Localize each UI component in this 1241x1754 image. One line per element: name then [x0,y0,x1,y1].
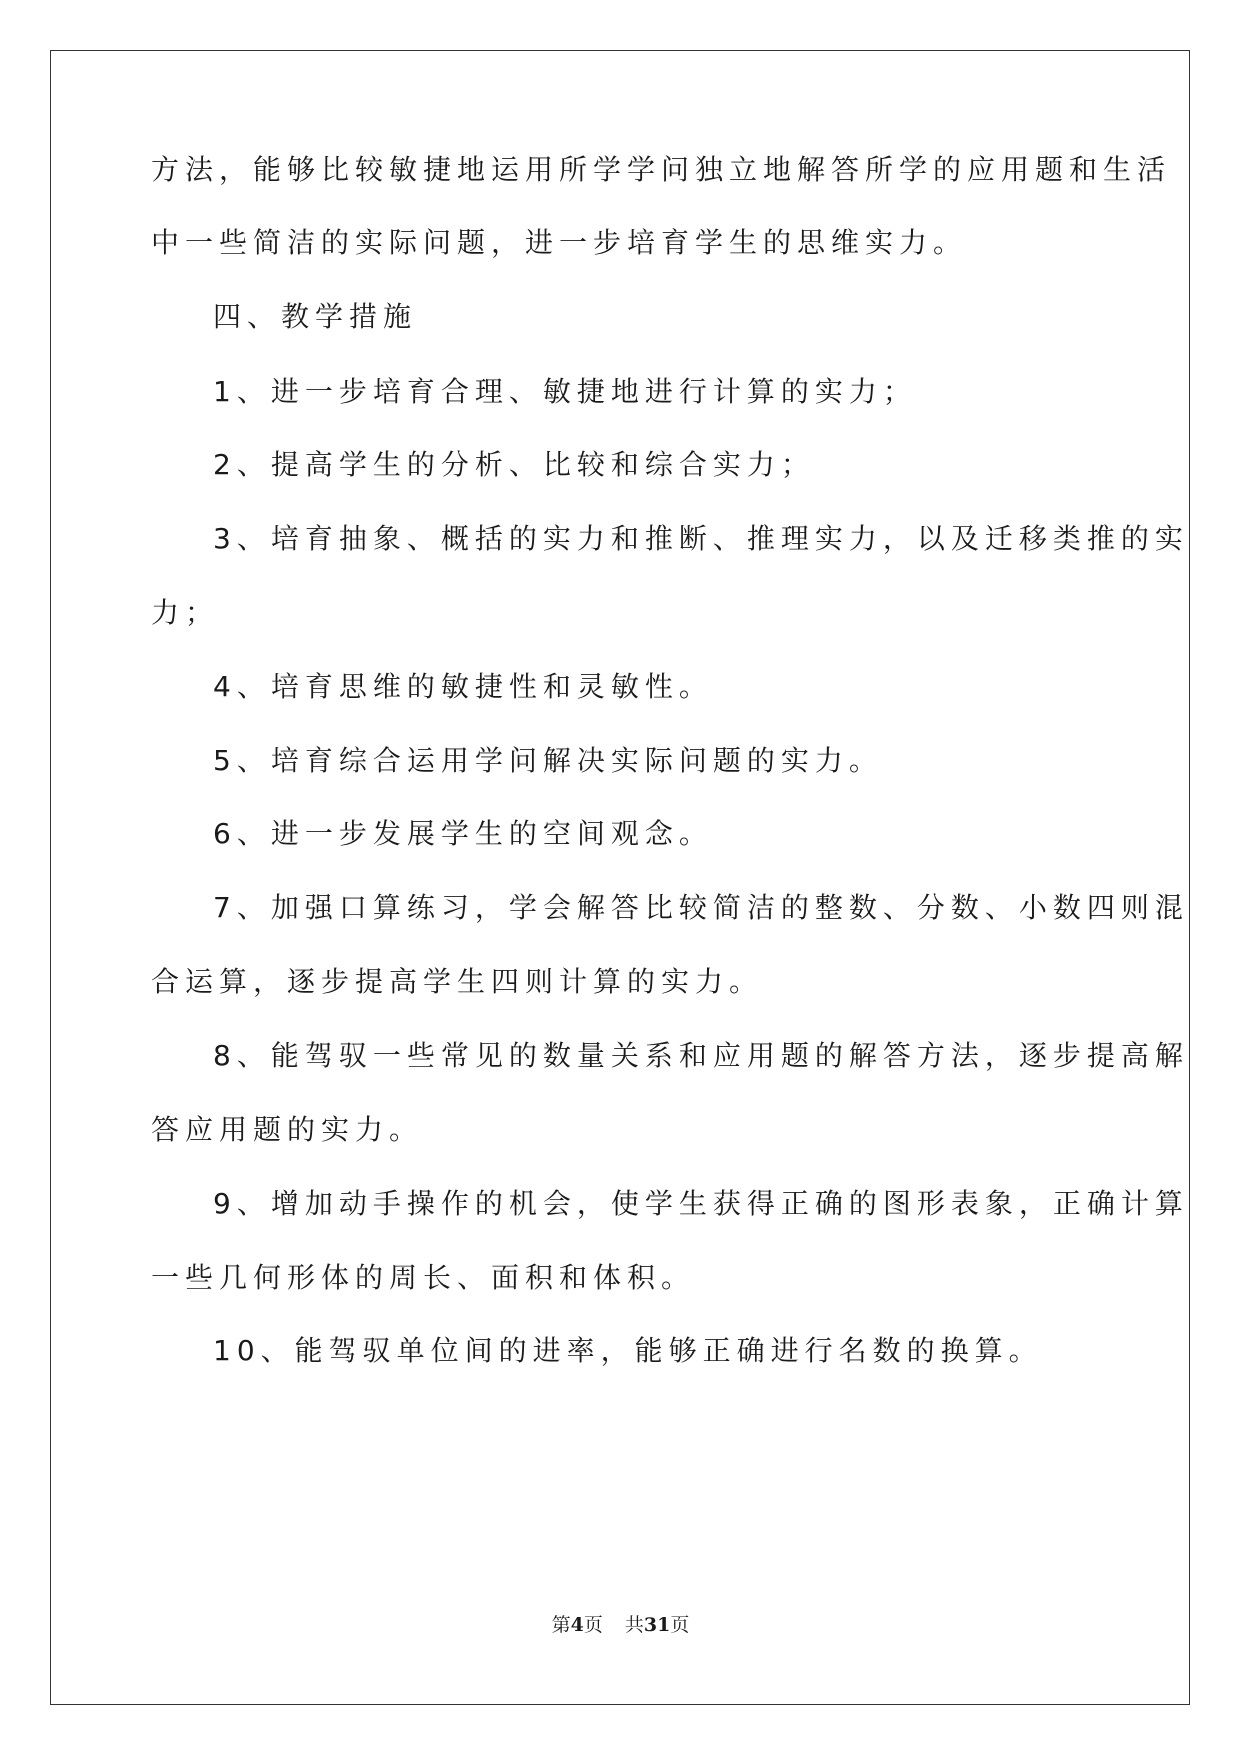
footer-total-unit: 页 [670,1614,690,1636]
page-footer [0,1613,1241,1637]
list-item: 4、培育思维的敏捷性和灵敏性。 [213,670,713,703]
list-item: 9、增加动手操作的机会，使学生获得正确的图形表象，正确计算 [213,1187,1189,1220]
list-item-continuation: 合运算，逐步提高学生四则计算的实力。 [151,965,764,998]
footer-page-number: 4 [570,1614,584,1636]
footer-prefix: 第 [551,1614,571,1636]
footer-total-pages: 31 [643,1614,671,1636]
paragraph-line: 方法，能够比较敏捷地运用所学学问独立地解答所学的应用题和生活 [151,153,1172,186]
footer-total-prefix: 共 [624,1614,644,1636]
paragraph-line: 中一些简洁的实际问题，进一步培育学生的思维实力。 [151,226,968,259]
list-item: 2、提高学生的分析、比较和综合实力； [213,448,815,481]
section-heading: 四、教学措施 [213,300,418,333]
list-item: 3、培育抽象、概括的实力和推断、推理实力，以及迁移类推的实 [213,522,1189,555]
list-item-continuation: 答应用题的实力。 [151,1113,424,1146]
list-item: 7、加强口算练习，学会解答比较简洁的整数、分数、小数四则混 [213,891,1189,924]
list-item: 5、培育综合运用学问解决实际问题的实力。 [213,744,883,777]
list-item: 6、进一步发展学生的空间观念。 [213,817,713,850]
list-item-continuation: 一些几何形体的周长、面积和体积。 [151,1261,696,1294]
list-item: 8、能驾驭一些常见的数量关系和应用题的解答方法，逐步提高解 [213,1039,1189,1072]
list-item-continuation: 力； [151,596,220,629]
list-item: 10、能驾驭单位间的进率，能够正确进行名数的换算。 [213,1334,1043,1367]
footer-page-unit: 页 [583,1614,603,1636]
list-item: 1、进一步培育合理、敏捷地进行计算的实力； [213,375,917,408]
